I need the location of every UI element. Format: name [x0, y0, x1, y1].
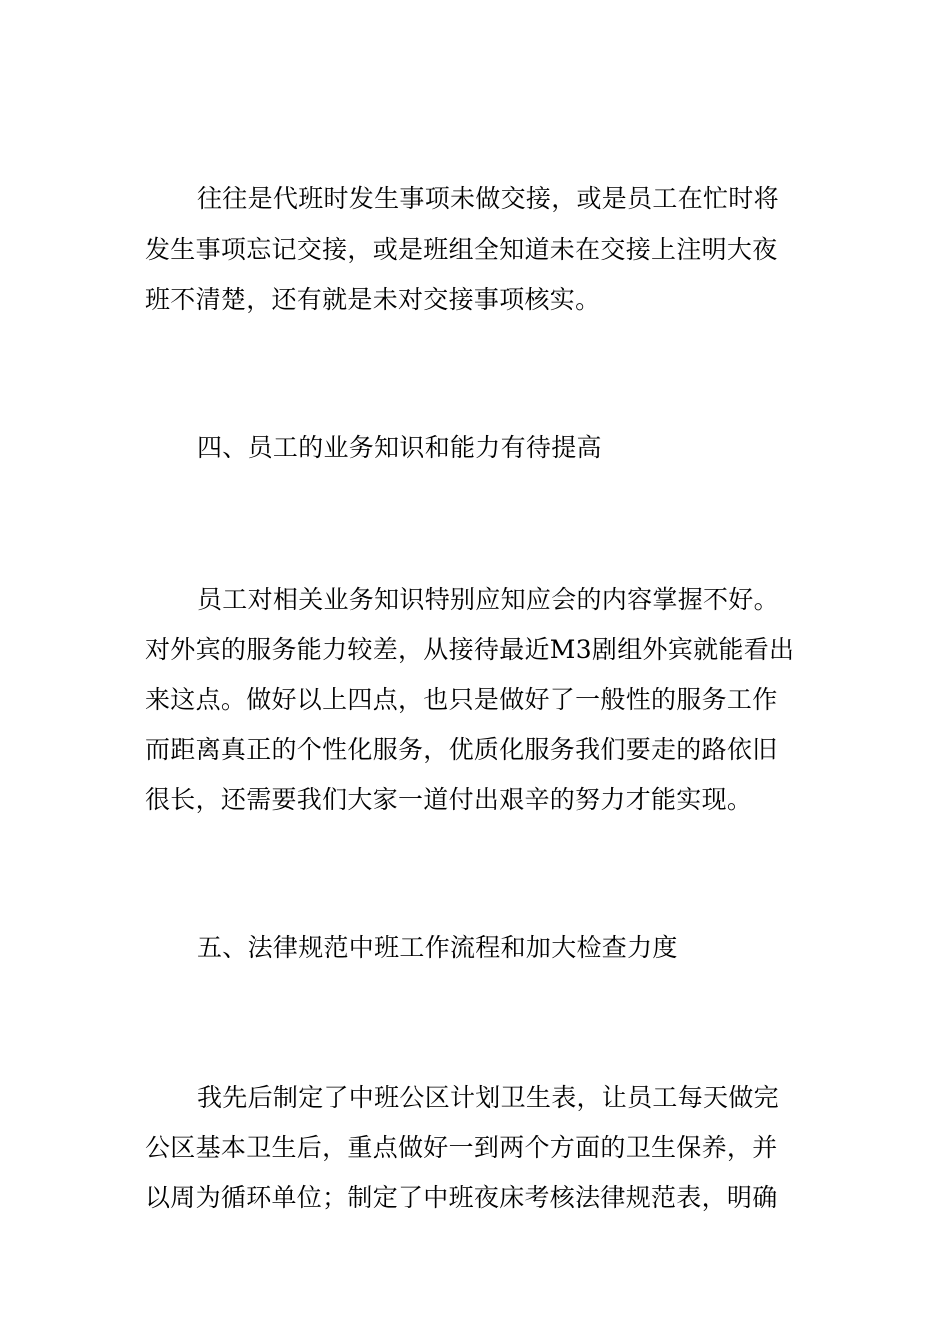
- paragraph-line: 而距离真正的个性化服务，优质化服务我们要走的路依旧: [145, 735, 778, 764]
- paragraph-line: 我先后制定了中班公区计划卫生表，让员工每天做完: [197, 1083, 779, 1112]
- paragraph-line: 很长，还需要我们大家一道付出艰辛的努力才能实现。: [145, 785, 753, 814]
- paragraph-line: 班不清楚，还有就是未对交接事项核实。: [145, 285, 601, 314]
- paragraph-line: 员工对相关业务知识特别应知应会的内容掌握不好。: [197, 585, 779, 614]
- paragraph-line: 公区基本卫生后，重点做好一到两个方面的卫生保养，并: [145, 1133, 778, 1162]
- paragraph-line: 对外宾的服务能力较差，从接待最近M3剧组外宾就能看出: [145, 635, 795, 664]
- section-heading-4: 四、员工的业务知识和能力有待提高: [197, 433, 602, 462]
- section-heading-5: 五、法律规范中班工作流程和加大检查力度: [197, 933, 678, 962]
- paragraph-line: 来这点。做好以上四点，也只是做好了一般性的服务工作: [145, 685, 778, 714]
- paragraph-line: 以周为循环单位；制定了中班夜床考核法律规范表，明确: [145, 1183, 778, 1212]
- paragraph-line: 发生事项忘记交接，或是班组全知道未在交接上注明大夜: [145, 235, 778, 264]
- paragraph-line: 往往是代班时发生事项未做交接，或是员工在忙时将: [197, 184, 779, 213]
